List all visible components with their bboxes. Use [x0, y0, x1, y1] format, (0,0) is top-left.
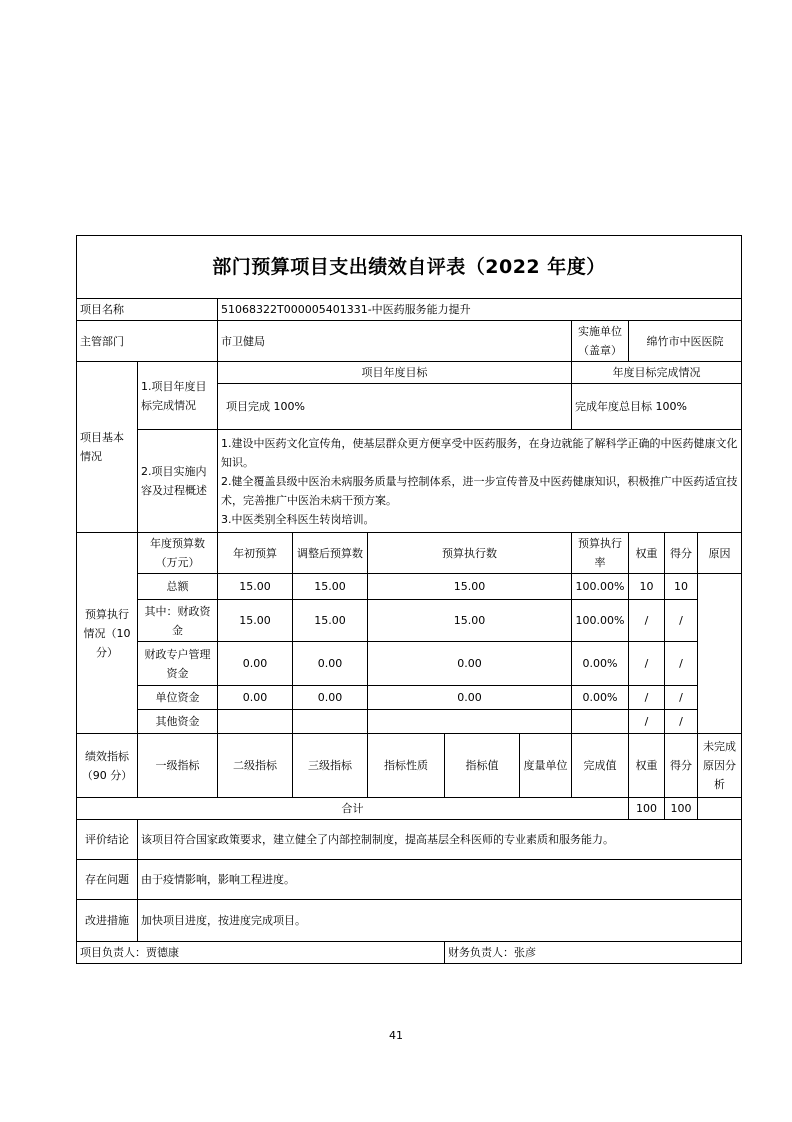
finance-lead: 财务负责人：张彦 — [445, 942, 742, 964]
budget-row-rate: 100.00% — [572, 600, 629, 642]
budget-row-adjusted — [293, 710, 368, 734]
goal-value: 项目完成 100% — [218, 384, 572, 430]
indicator-nature-header: 指标性质 — [368, 734, 445, 798]
budget-row-weight: / — [629, 642, 665, 686]
implementing-unit-label — [572, 321, 629, 362]
budget-row-execution: 0.00 — [368, 642, 572, 686]
page-number: 41 — [389, 1029, 403, 1042]
annual-budget-header: 年度预算数（万元） — [138, 533, 218, 574]
goal-header: 项目年度目标 — [218, 362, 572, 384]
budget-row-adjusted: 0.00 — [293, 686, 368, 710]
budget-row-weight: / — [629, 686, 665, 710]
adjusted-budget-header: 调整后预算数 — [293, 533, 368, 574]
total-label: 合计 — [77, 798, 629, 820]
conclusion-label: 评价结论 — [77, 820, 138, 860]
project-name-value: 51068322T000005401331-中医药服务能力提升 — [218, 299, 742, 321]
budget-section-label: 预算执行情况（10 分） — [77, 533, 138, 734]
perf-weight-header: 权重 — [629, 734, 665, 798]
performance-evaluation-form — [76, 235, 741, 964]
budget-row-adjusted: 15.00 — [293, 600, 368, 642]
process-line-2: 2.健全覆盖县级中医治未病服务质量与控制体系，进一步宣传普及中医药健康知识，积极推广中医药适宜技术，完善推广中医治未病干预方案。 — [221, 474, 738, 507]
process-label: 2.项目实施内容及过程概述 — [138, 430, 218, 533]
process-line-1: 1.建设中医药文化宣传角，使基层群众更方便享受中医药服务，在身边就能了解科学正确的中医药健康文化知识。 — [221, 436, 738, 469]
total-weight: 100 — [629, 798, 665, 820]
measure-unit-header: 度量单位 — [520, 734, 572, 798]
score-header: 得分 — [665, 533, 698, 574]
performance-section-label: 绩效指标（90 分） — [77, 734, 138, 798]
budget-row-adjusted: 15.00 — [293, 574, 368, 600]
budget-row-name: 其中：财政资金 — [138, 600, 218, 642]
budget-row-score: 10 — [665, 574, 698, 600]
budget-row-weight: / — [629, 600, 665, 642]
dept-label: 主管部门 — [77, 321, 218, 362]
rate-header: 预算执行率 — [572, 533, 629, 574]
unit-label-line2: （盖章） — [578, 344, 622, 357]
budget-row-name: 其他资金 — [138, 710, 218, 734]
measures-value: 加快项目进度，按进度完成项目。 — [138, 900, 742, 942]
goal-label: 1.项目年度目标完成情况 — [138, 362, 218, 430]
initial-budget-header: 年初预算 — [218, 533, 293, 574]
budget-row-initial — [218, 710, 293, 734]
budget-reason-cell — [698, 574, 742, 734]
budget-row-execution: 15.00 — [368, 574, 572, 600]
budget-row-execution: 0.00 — [368, 686, 572, 710]
budget-row-name: 财政专户管理资金 — [138, 642, 218, 686]
issues-label: 存在问题 — [77, 860, 138, 900]
budget-row-adjusted: 0.00 — [293, 642, 368, 686]
dept-value: 市卫健局 — [218, 321, 572, 362]
basic-info-label: 项目基本情况 — [77, 362, 138, 533]
execution-header: 预算执行数 — [368, 533, 572, 574]
project-name-label: 项目名称 — [77, 299, 218, 321]
budget-row-execution — [368, 710, 572, 734]
conclusion-value: 该项目符合国家政策要求，建立健全了内部控制制度，提高基层全科医师的专业素质和服务能力。 — [138, 820, 742, 860]
budget-row-initial: 0.00 — [218, 642, 293, 686]
level2-indicator-header: 二级指标 — [218, 734, 293, 798]
budget-row-score: / — [665, 710, 698, 734]
total-score: 100 — [665, 798, 698, 820]
budget-row-initial: 0.00 — [218, 686, 293, 710]
completion-header: 年度目标完成情况 — [572, 362, 742, 384]
level3-indicator-header: 三级指标 — [293, 734, 368, 798]
perf-score-header: 得分 — [665, 734, 698, 798]
budget-row-name: 总额 — [138, 574, 218, 600]
completed-value-header: 完成值 — [572, 734, 629, 798]
budget-row-initial: 15.00 — [218, 574, 293, 600]
budget-row-weight: 10 — [629, 574, 665, 600]
budget-row-score: / — [665, 642, 698, 686]
indicator-value-header: 指标值 — [445, 734, 520, 798]
budget-row-score: / — [665, 600, 698, 642]
issues-value: 由于疫情影响，影响工程进度。 — [138, 860, 742, 900]
weight-header: 权重 — [629, 533, 665, 574]
budget-row-initial: 15.00 — [218, 600, 293, 642]
total-reason-cell — [698, 798, 742, 820]
evaluation-table — [76, 235, 742, 964]
budget-row-score: / — [665, 686, 698, 710]
budget-row-rate — [572, 710, 629, 734]
incomplete-reason-header: 未完成原因分析 — [698, 734, 742, 798]
project-lead: 项目负责人：贾德康 — [77, 942, 445, 964]
budget-row-rate: 0.00% — [572, 686, 629, 710]
level1-indicator-header: 一级指标 — [138, 734, 218, 798]
implementing-unit-value: 绵竹市中医医院 — [629, 321, 742, 362]
process-description — [218, 430, 742, 533]
budget-row-rate: 100.00% — [572, 574, 629, 600]
reason-header: 原因 — [698, 533, 742, 574]
measures-label: 改进措施 — [77, 900, 138, 942]
budget-row-rate: 0.00% — [572, 642, 629, 686]
budget-row-weight: / — [629, 710, 665, 734]
unit-label-line1: 实施单位 — [578, 325, 622, 338]
budget-row-execution: 15.00 — [368, 600, 572, 642]
process-line-3: 3.中医类别全科医生转岗培训。 — [221, 512, 375, 526]
form-title: 部门预算项目支出绩效自评表（2022 年度） — [77, 236, 742, 299]
completion-value: 完成年度总目标 100% — [572, 384, 742, 430]
budget-row-name: 单位资金 — [138, 686, 218, 710]
